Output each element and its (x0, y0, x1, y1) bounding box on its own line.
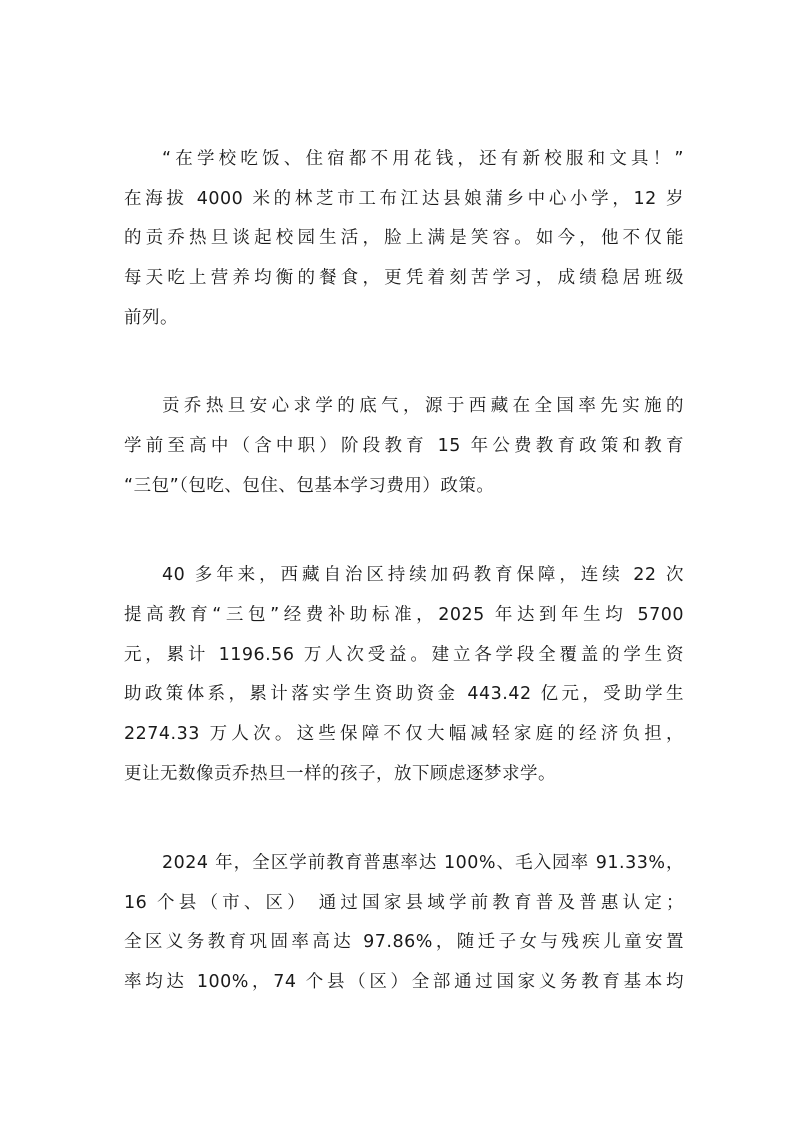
paragraph-2-line-2: 学前至高中（含中职）阶段教育 15 年公费教育政策和教育 (124, 436, 684, 456)
paragraph-3-line-5: 2274.33 万人次。这些保障不仅大幅减轻家庭的经济负担， (124, 724, 684, 744)
paragraph-4-line-3: 全区义务教育巩固率高达 97.86%，随迁子女与残疾儿童安置 (124, 932, 684, 952)
paragraph-4-line-1: 2024 年，全区学前教育普惠率达 100%、毛入园率 91.33%， (162, 853, 684, 873)
paragraph-1-line-4: 每天吃上营养均衡的餐食，更凭着刻苦学习，成绩稳居班级 (124, 268, 684, 288)
paragraph-3-line-1: 40 多年来，西藏自治区持续加码教育保障，连续 22 次 (162, 565, 684, 585)
paragraph-2-line-3: “三包”（包吃、包住、包基本学习费用）政策。 (124, 476, 495, 496)
paragraph-3-line-4: 助政策体系，累计落实学生资助资金 443.42 亿元，受助学生 (124, 684, 684, 704)
paragraph-1-line-5: 前列。 (124, 308, 178, 328)
paragraph-1-line-1: “在学校吃饭、住宿都不用花钱，还有新校服和文具！” (162, 149, 684, 169)
paragraph-3-line-3: 元，累计 1196.56 万人次受益。建立各学段全覆盖的学生资 (124, 645, 684, 665)
paragraph-4-line-4: 率均达 100%，74 个县（区）全部通过国家义务教育基本均 (124, 972, 684, 992)
paragraph-3-line-6: 更让无数像贡乔热旦一样的孩子，放下顾虑逐梦求学。 (124, 764, 556, 784)
paragraph-3-line-2: 提高教育“三包”经费补助标准，2025 年达到年生均 5700 (124, 605, 684, 625)
paragraph-1-line-3: 的贡乔热旦谈起校园生活，脸上满是笑容。如今，他不仅能 (124, 228, 684, 248)
paragraph-2-line-1: 贡乔热旦安心求学的底气，源于西藏在全国率先实施的 (162, 396, 684, 416)
paragraph-4-line-2: 16 个县（市、区） 通过国家县域学前教育普及普惠认定； (124, 893, 684, 913)
paragraph-1-line-2: 在海拔 4000 米的林芝市工布江达县娘蒲乡中心小学，12 岁 (124, 189, 684, 209)
